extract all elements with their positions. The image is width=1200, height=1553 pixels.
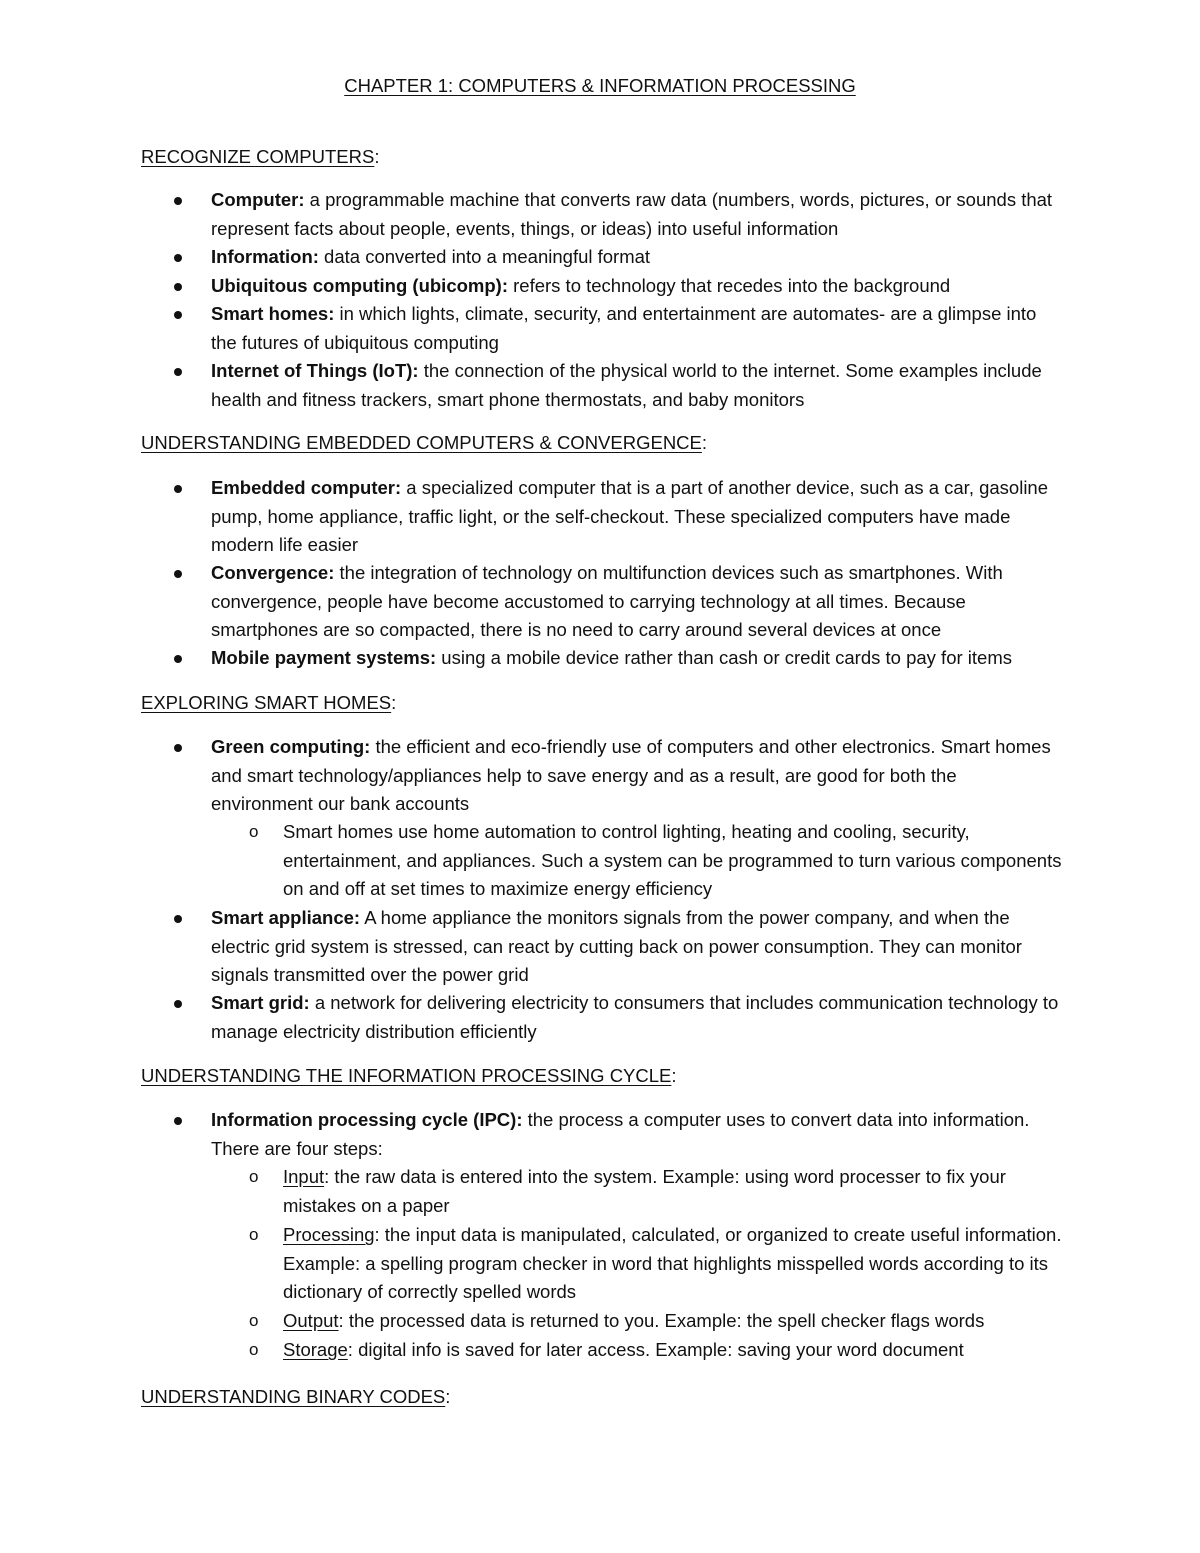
section-heading-information-processing-cycle: UNDERSTANDING THE INFORMATION PROCESSING CYCLE: xyxy=(141,1065,677,1086)
bullet-icon xyxy=(174,368,182,376)
bullet-icon xyxy=(174,254,182,262)
bullet-icon xyxy=(174,915,182,923)
list-item: Internet of Things (IoT): the connection of the physical world to the internet. Some examples include health and fitness trackers, smart phone thermostats, and baby monitors xyxy=(211,357,1061,414)
bullet-icon xyxy=(174,311,182,319)
bullet-icon xyxy=(174,197,182,205)
sub-list-item: o Processing: the input data is manipulated, calculated, or organized to create useful information. Example: a spelling program checker in word that highlights misspelled words according to its dictionary of correctly spelled words xyxy=(283,1221,1073,1307)
sub-list-item: o Storage: digital info is saved for later access. Example: saving your word document xyxy=(283,1336,1073,1365)
section-heading-binary-codes: UNDERSTANDING BINARY CODES: xyxy=(141,1386,451,1407)
list-item: Embedded computer: a specialized computer that is a part of another device, such as a car, gasoline pump, home appliance, traffic light, or the self-checkout. These specialized computers have made modern life easier xyxy=(211,474,1061,560)
list-item: Computer: a programmable machine that converts raw data (numbers, words, pictures, or sounds that represent facts about people, events, things, or ideas) into useful information xyxy=(211,186,1061,243)
bullet-icon xyxy=(174,744,182,752)
page-title: CHAPTER 1: COMPUTERS & INFORMATION PROCESSING xyxy=(344,75,856,96)
list-item: Mobile payment systems: using a mobile device rather than cash or credit cards to pay for items xyxy=(211,644,1061,673)
list-item: Information processing cycle (IPC): the process a computer uses to convert data into information. There are four steps: xyxy=(211,1106,1061,1163)
sub-bullet-icon: o xyxy=(249,1225,259,1244)
sub-bullet-icon: o xyxy=(249,1311,259,1330)
bullet-icon xyxy=(174,570,182,578)
list-item: Smart homes: in which lights, climate, security, and entertainment are automates- are a glimpse into the futures of ubiquitous computing xyxy=(211,300,1061,357)
section-heading-embedded-computers: UNDERSTANDING EMBEDDED COMPUTERS & CONVERGENCE: xyxy=(141,432,708,453)
sub-list-item: o Output: the processed data is returned to you. Example: the spell checker flags words xyxy=(283,1307,1073,1336)
list-item: Ubiquitous computing (ubicomp): refers to technology that recedes into the background xyxy=(211,272,1061,301)
list-item: Smart appliance: A home appliance the monitors signals from the power company, and when the electric grid system is stressed, can react by cutting back on power consumption. They can monitor signals transmitted over the power grid xyxy=(211,904,1061,990)
section-heading-recognize-computers: RECOGNIZE COMPUTERS: xyxy=(141,146,380,167)
bullet-icon xyxy=(174,283,182,291)
sub-list-item: o Input: the raw data is entered into the system. Example: using word processer to fix your mistakes on a paper xyxy=(283,1163,1073,1220)
list-item: Green computing: the efficient and eco-friendly use of computers and other electronics. Smart homes and smart technology/appliances help to save energy and as a result, are good for both the environment our bank accounts xyxy=(211,733,1061,819)
list-item: Information: data converted into a meaningful format xyxy=(211,243,1061,272)
bullet-icon xyxy=(174,1117,182,1125)
list-item: Smart grid: a network for delivering electricity to consumers that includes communication technology to manage electricity distribution efficiently xyxy=(211,989,1061,1046)
sub-list-item: o Smart homes use home automation to control lighting, heating and cooling, security, entertainment, and appliances. Such a system can be programmed to turn various components on and off at set times to maximize energy efficiency xyxy=(283,818,1073,904)
sub-bullet-icon: o xyxy=(249,1167,259,1186)
sub-bullet-icon: o xyxy=(249,822,259,841)
bullet-icon xyxy=(174,485,182,493)
list-item: Convergence: the integration of technology on multifunction devices such as smartphones. With convergence, people have become accustomed to carrying technology at all times. Because smartphones are so compacted, there is no need to carry around several devices at once xyxy=(211,559,1061,645)
section-heading-smart-homes: EXPLORING SMART HOMES: xyxy=(141,692,397,713)
bullet-icon xyxy=(174,1000,182,1008)
bullet-icon xyxy=(174,655,182,663)
sub-bullet-icon: o xyxy=(249,1340,259,1359)
